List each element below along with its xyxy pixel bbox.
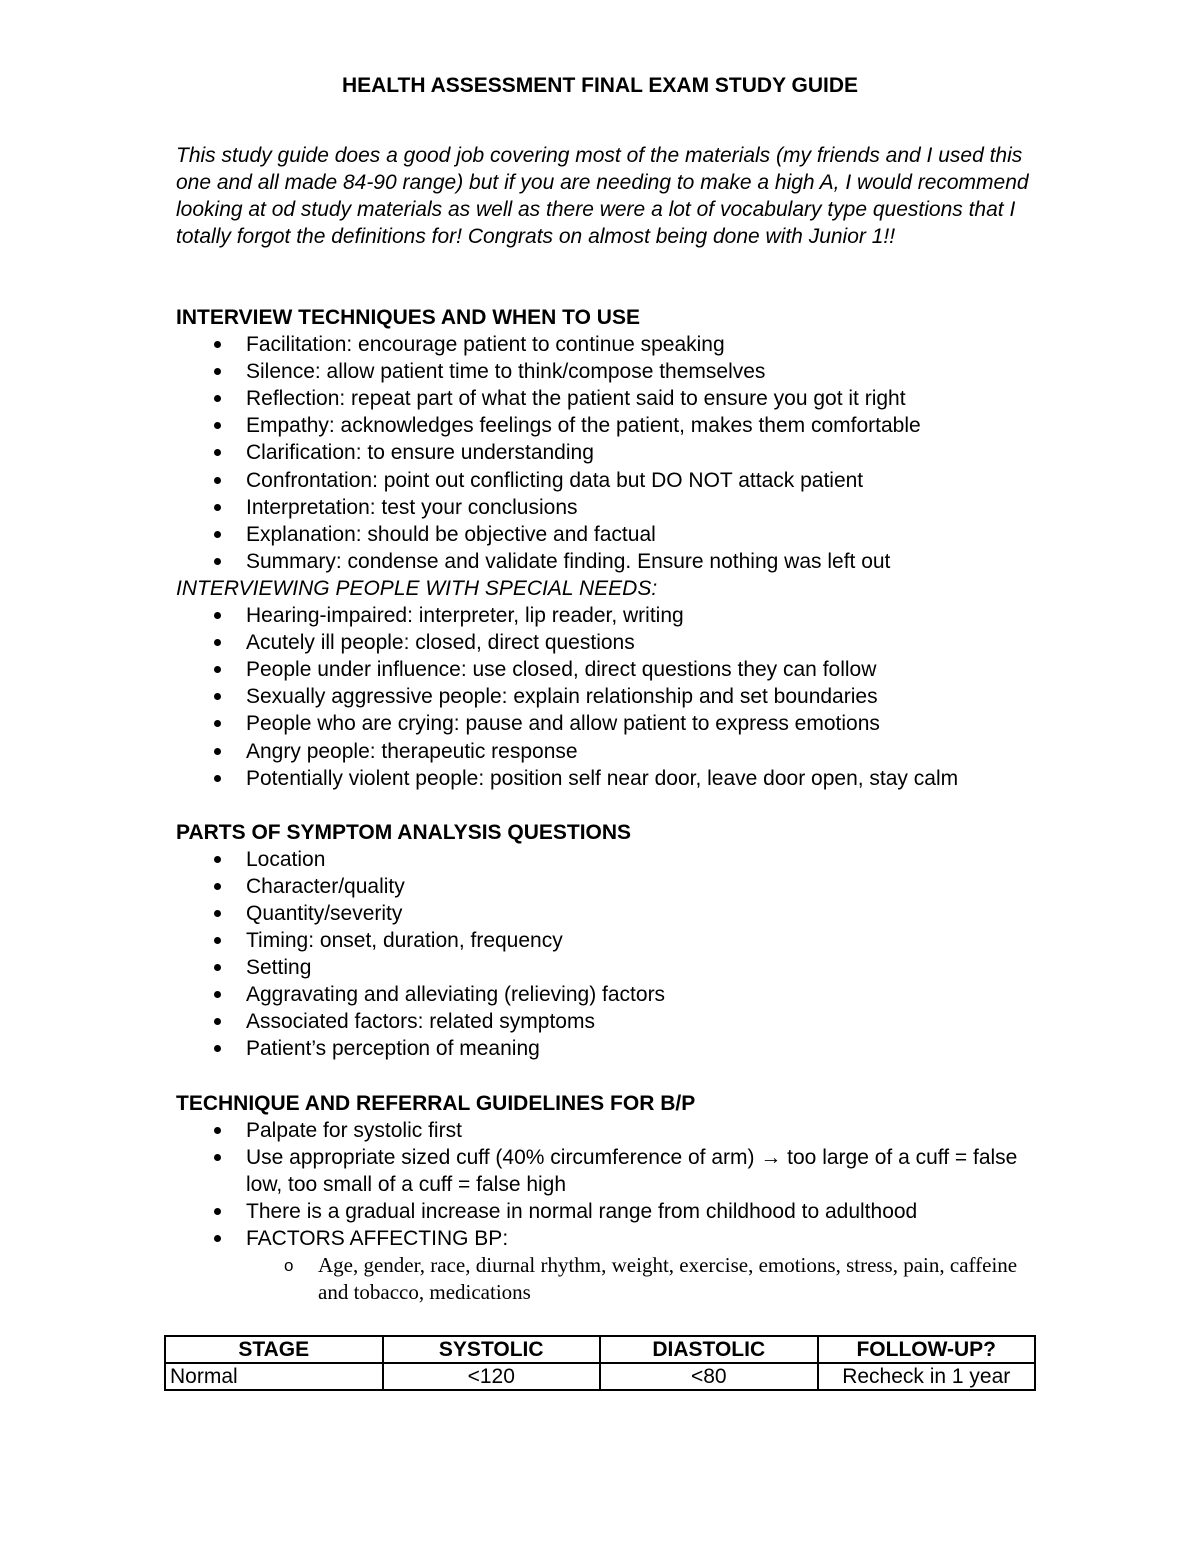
- list-item: Confrontation: point out conflicting data but DO NOT attack patient: [246, 467, 1036, 494]
- symptom-heading: PARTS OF SYMPTOM ANALYSIS QUESTIONS: [176, 820, 632, 844]
- list-item: Timing: onset, duration, frequency: [246, 927, 1036, 954]
- list-item: [246, 1144, 1036, 1198]
- table-row: [165, 1363, 1035, 1390]
- list-item: Character/quality: [246, 873, 1036, 900]
- table-header-cell: SYSTOLIC: [383, 1336, 601, 1363]
- list-item: Aggravating and alleviating (relieving) factors: [246, 981, 1036, 1008]
- table-cell: Normal: [165, 1363, 383, 1390]
- list-item-text: too large of a cuff = false low, too small of a cuff = false high: [246, 1145, 1018, 1196]
- list-item: Palpate for systolic first: [246, 1117, 1036, 1144]
- right-arrow-icon: →: [760, 1145, 782, 1169]
- list-item: Silence: allow patient time to think/compose themselves: [246, 358, 1036, 385]
- list-item: People under influence: use closed, direct questions they can follow: [246, 656, 1036, 683]
- list-item: Setting: [246, 954, 1036, 981]
- list-item: Reflection: repeat part of what the patient said to ensure you got it right: [246, 385, 1036, 412]
- list-item: There is a gradual increase in normal range from childhood to adulthood: [246, 1198, 1036, 1225]
- interview-list: [176, 331, 1036, 575]
- list-item-text: Use appropriate sized cuff (40% circumference of arm): [246, 1145, 761, 1169]
- list-item: Angry people: therapeutic response: [246, 738, 1036, 765]
- table-header-cell: STAGE: [165, 1336, 383, 1363]
- list-item: o Age, gender, race, diurnal rhythm, weight, exercise, emotions, stress, pain, caffeine and tobacco, medications: [318, 1252, 1036, 1306]
- table-cell: <120: [383, 1363, 601, 1390]
- list-item: Acutely ill people: closed, direct questions: [246, 629, 1036, 656]
- bp-stage-table: [164, 1335, 1036, 1391]
- intro-paragraph: This study guide does a good job covering most of the materials (my friends and I used this one and all made 84-90 range) but if you are needing to make a high A, I would recommend looking at od study materials as well as there were a lot of vocabulary type questions that I totally forgot the definitions for! Congrats on almost being done with Junior 1!!: [176, 144, 1029, 248]
- list-item: Facilitation: encourage patient to continue speaking: [246, 331, 1036, 358]
- table-header-row: [165, 1336, 1035, 1363]
- list-item: Summary: condense and validate finding. Ensure nothing was left out: [246, 548, 1036, 575]
- document-title: HEALTH ASSESSMENT FINAL EXAM STUDY GUIDE: [341, 74, 859, 97]
- list-item: Sexually aggressive people: explain relationship and set boundaries: [246, 683, 1036, 710]
- table-cell: Recheck in 1 year: [818, 1363, 1036, 1390]
- special-needs-list: [176, 602, 1036, 792]
- list-item: Potentially violent people: position self near door, leave door open, stay calm: [246, 765, 1036, 792]
- list-item: Hearing-impaired: interpreter, lip reader, writing: [246, 602, 1036, 629]
- table-header-cell: FOLLOW-UP?: [818, 1336, 1036, 1363]
- list-item: Interpretation: test your conclusions: [246, 494, 1036, 521]
- document-body: [176, 304, 1036, 1306]
- list-item: Associated factors: related symptoms: [246, 1008, 1036, 1035]
- list-item: Location: [246, 846, 1036, 873]
- bp-heading: TECHNIQUE AND REFERRAL GUIDELINES FOR B/P: [176, 1091, 696, 1115]
- bp-list: [176, 1117, 1036, 1252]
- table-cell: <80: [600, 1363, 818, 1390]
- list-item: Patient’s perception of meaning: [246, 1035, 1036, 1062]
- list-item: Quantity/severity: [246, 900, 1036, 927]
- table-header-cell: DIASTOLIC: [600, 1336, 818, 1363]
- list-item: Empathy: acknowledges feelings of the patient, makes them comfortable: [246, 412, 1036, 439]
- bp-factors-sublist: [176, 1252, 1036, 1306]
- list-item: Explanation: should be objective and factual: [246, 521, 1036, 548]
- interview-heading: INTERVIEW TECHNIQUES AND WHEN TO USE: [176, 306, 640, 329]
- list-item: FACTORS AFFECTING BP:: [246, 1225, 1036, 1252]
- list-item: Clarification: to ensure understanding: [246, 439, 1036, 466]
- list-item: People who are crying: pause and allow patient to express emotions: [246, 710, 1036, 737]
- symptom-list: [176, 846, 1036, 1063]
- special-needs-heading: INTERVIEWING PEOPLE WITH SPECIAL NEEDS:: [176, 576, 658, 600]
